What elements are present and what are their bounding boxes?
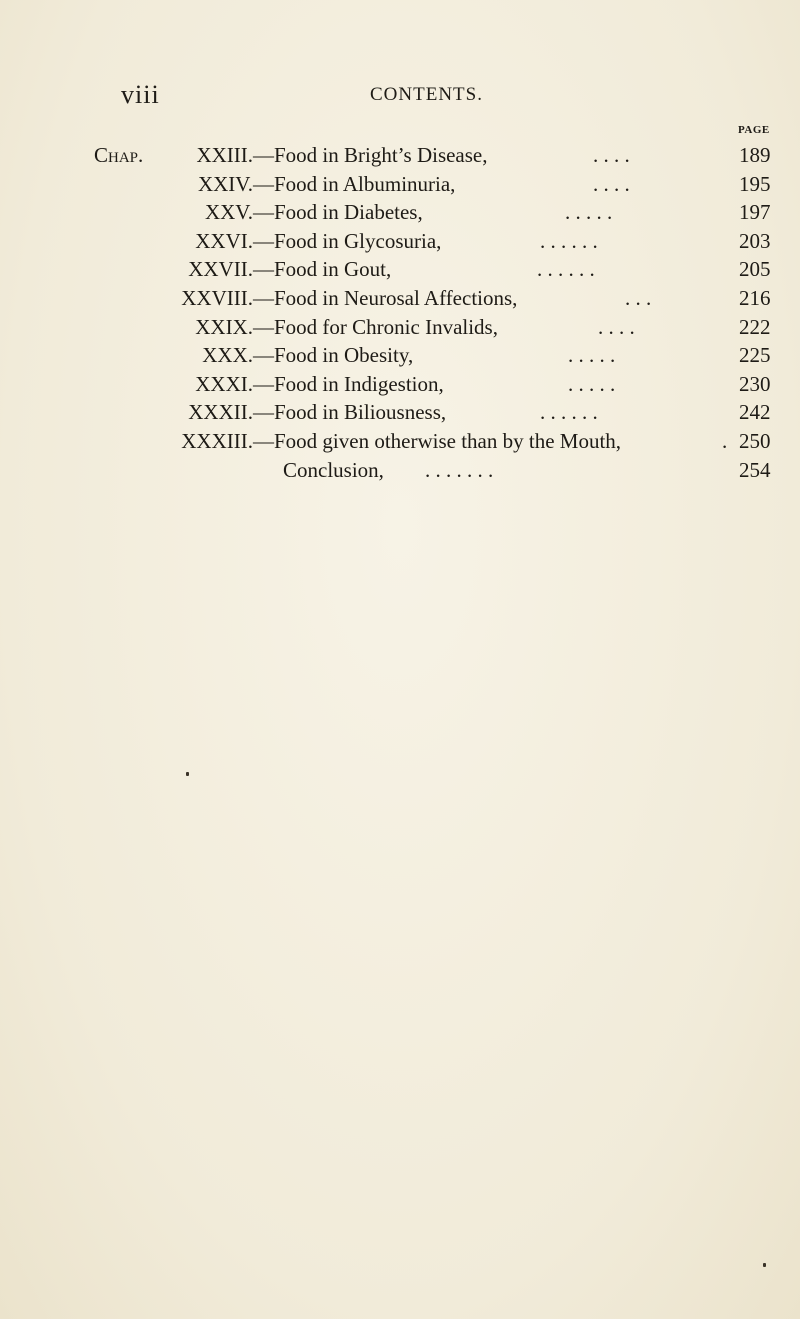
dot-leaders: . . . — [625, 285, 652, 310]
toc-entry-xxviii — [0, 284, 800, 313]
chap-prefix: Chap. — [94, 143, 144, 167]
toc-entry-xxxiii — [0, 427, 800, 456]
dot-leaders: . . . . — [598, 314, 635, 339]
chapter-title: —Food in Indigestion, — [253, 371, 444, 396]
chapter-number: XXIII. — [196, 143, 253, 167]
toc-entry-xxx — [0, 341, 800, 370]
chapter-number: XXV. — [204, 200, 253, 225]
dot-leaders: . . . . . . — [540, 228, 598, 253]
dot-leaders: . . . . . — [568, 343, 616, 368]
chapter-title: —Food in Biliousness, — [253, 400, 447, 425]
chapter-title: —Food in Albuminuria, — [253, 171, 456, 196]
table-of-contents — [0, 141, 800, 484]
toc-entry-xxvi — [0, 227, 800, 256]
toc-entry-xxiv — [0, 170, 800, 199]
toc-entry-xxvii — [0, 255, 800, 284]
running-head — [0, 80, 800, 110]
page-reference: 205 — [739, 257, 771, 282]
page-reference: 242 — [739, 400, 771, 425]
ink-speck — [186, 772, 189, 776]
chapter-number: XXVI. — [195, 228, 253, 253]
chapter-title: —Food for Chronic Invalids, — [253, 314, 498, 339]
page-reference: 225 — [739, 343, 771, 368]
dot-leaders: . — [722, 428, 728, 453]
toc-entry-xxix — [0, 313, 800, 342]
page-reference: 230 — [739, 371, 771, 396]
toc-entry-xxiii — [0, 141, 800, 170]
page-reference: 195 — [739, 171, 771, 196]
page-reference: 250 — [739, 428, 771, 453]
chapter-number: XXXII. — [188, 400, 253, 425]
chapter-title: —Food in Neurosal Affections, — [253, 285, 518, 310]
chapter-title: —Food in Diabetes, — [253, 200, 423, 225]
page-number: viii — [121, 80, 160, 109]
dot-leaders: . . . . — [593, 171, 630, 196]
chapter-number: XXVII. — [188, 257, 253, 282]
chapter-number: XXXI. — [195, 371, 253, 396]
chapter-title: —Food in Glycosuria, — [253, 228, 442, 253]
chapter-title: —Food in Obesity, — [253, 343, 414, 368]
dot-leaders: . . . . . — [568, 371, 616, 396]
page-reference: 216 — [739, 285, 771, 310]
toc-entry-xxxi — [0, 370, 800, 399]
conclusion-title: Conclusion, — [283, 457, 384, 482]
chapter-title: —Food in Bright’s Disease, — [253, 143, 488, 167]
dot-leaders: . . . . . — [565, 200, 613, 225]
toc-entry-xxxii — [0, 398, 800, 427]
ink-speck — [763, 1263, 766, 1267]
page-reference: 254 — [739, 457, 771, 482]
toc-entry-conclusion — [0, 456, 800, 485]
page-reference: 197 — [739, 200, 771, 225]
toc-entry-xxv — [0, 198, 800, 227]
chapter-number: XXVIII. — [181, 285, 253, 310]
chapter-number: XXX. — [202, 343, 253, 368]
page-reference: 203 — [739, 228, 771, 253]
chapter-number: XXIV. — [197, 171, 253, 196]
page-reference: 222 — [739, 314, 771, 339]
dot-leaders: . . . . . . — [540, 400, 598, 425]
page-column-label: PAGE — [738, 124, 770, 136]
dot-leaders: . . . . . . . — [425, 457, 494, 482]
chapter-title: —Food in Gout, — [253, 257, 392, 282]
chapter-number: XXIX. — [195, 314, 253, 339]
dot-leaders: . . . . — [593, 143, 630, 167]
chapter-number: XXXIII. — [181, 428, 253, 453]
dot-leaders: . . . . . . — [537, 257, 595, 282]
running-title: CONTENTS. — [370, 84, 483, 105]
chapter-title: —Food given otherwise than by the Mouth, — [253, 428, 622, 453]
page-reference: 189 — [739, 143, 771, 167]
